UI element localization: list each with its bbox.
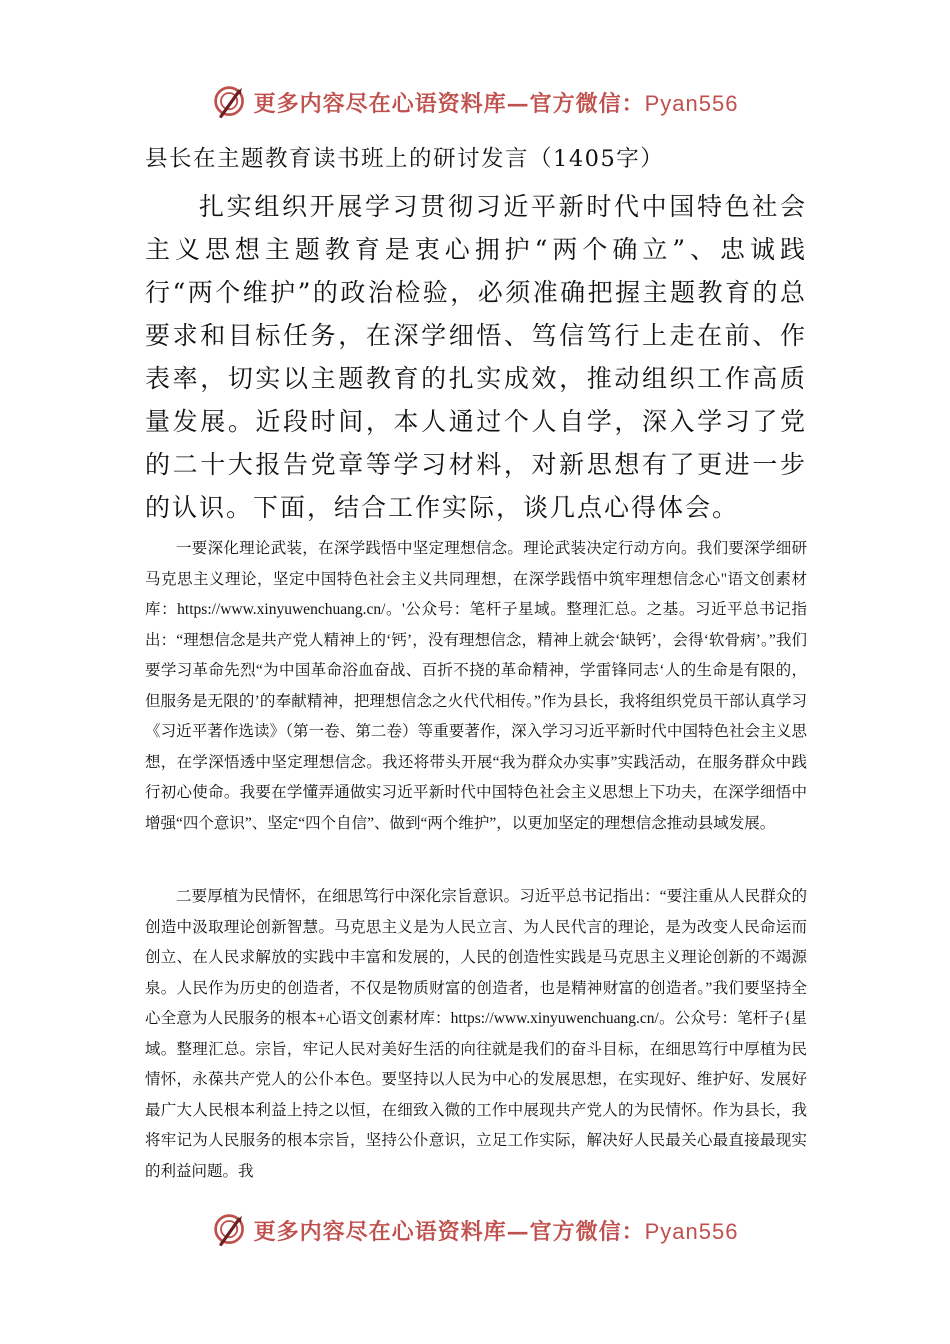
banner-slogan: 更多内容尽在心语资料库—官方微信： [253,90,645,117]
footer-banner [0,1208,950,1252]
pen-swirl-logo-icon [212,84,248,120]
document-title: 县长在主题教育读书班上的研讨发言（1405字） [145,146,665,172]
banner-text [254,87,739,118]
banner-slogan: 更多内容尽在心语资料库—官方微信： [253,1218,645,1245]
intro-paragraph: 扎实组织开展学习贯彻习近平新时代中国特色社会主义思想主题教育是衷心拥护“两个确立”、忠诚践行“两个维护”的政治检验，必须准确把握主题教育的总要求和目标任务，在深学细悟、笃信笃行上走在前、作表率，切实以主题教育的扎实成效，推动组织工作高质量发展。近段时间，本人通过个人自学，深入学习了党的二十大报告党章等学习材料，对新思想有了更进一步的认识。下面，结合工作实际，谈几点心得体会。 [145,192,807,522]
body-paragraph-2: 二要厚植为民情怀，在细思笃行中深化宗旨意识。习近平总书记指出：“要注重从人民群众的创造中汲取理论创新智慧。马克思主义是为人民立言、为人民代言的理论，是为改变人民命运而创立、在人民求解放的实践中丰富和发展的，人民的创造性实践是马克思主义理论创新的不竭源泉。人民作为历史的创造者，不仅是物质财富的创造者，也是精神财富的创造者。”我们要坚持全心全意为人民服务的根本+心语文创素材库：https://www.xinyuwenchuang.cn/。公众号：笔杆子{星域。整理汇总。宗旨，牢记人民对美好生活的向往就是我们的奋斗目标，在细思笃行中厚植为民情怀，永葆共产党人的公仆本色。要坚持以人民为中心的发展思想，在实现好、维护好、发展好最广大人民根本利益上持之以恒，在细致入微的工作中展现共产党人的为民情怀。作为县长，我将牢记为人民服务的根本宗旨，坚持公仆意识，立足工作实际，解决好人民最关心最直接最现实的利益问题。我 [145,888,807,1180]
header-banner [0,80,950,124]
banner-wechat-id: Pyan556 [644,1218,739,1244]
banner-text [254,1215,739,1246]
pen-swirl-logo-icon [212,1212,248,1248]
body-paragraph-1: 一要深化理论武装，在深学践悟中坚定理想信念。理论武装决定行动方向。我们要深学细研马克思主义理论，坚定中国特色社会主义共同理想，在深学践悟中筑牢理想信念心"语文创素材库：https://www.xinyuwenchuang.cn/。'公众号：笔杆子星域。整理汇总。之基。习近平总书记指出：“理想信念是共产党人精神上的‘钙’，没有理想信念，精神上就会‘缺钙’，会得‘软骨病’。”我们要学习革命先烈“为中国革命浴血奋战、百折不挠的革命精神，学雷锋同志‘人的生命是有限的，但服务是无限的’的奉献精神，把理想信念之火代代相传。”作为县长，我将组织党员干部认真学习《习近平著作选读》（第一卷、第二卷）等重要著作，深入学习习近平新时代中国特色社会主义思想，在学深悟透中坚定理想信念。我还将带头开展“我为群众办实事”实践活动，在服务群众中践行初心使命。我要在学懂弄通做实习近平新时代中国特色社会主义思想上下功夫，在深学细悟中增强“四个意识”、坚定“四个自信”、做到“两个维护”，以更加坚定的理想信念推动县域发展。 [145,540,807,832]
banner-wechat-id: Pyan556 [644,90,739,116]
